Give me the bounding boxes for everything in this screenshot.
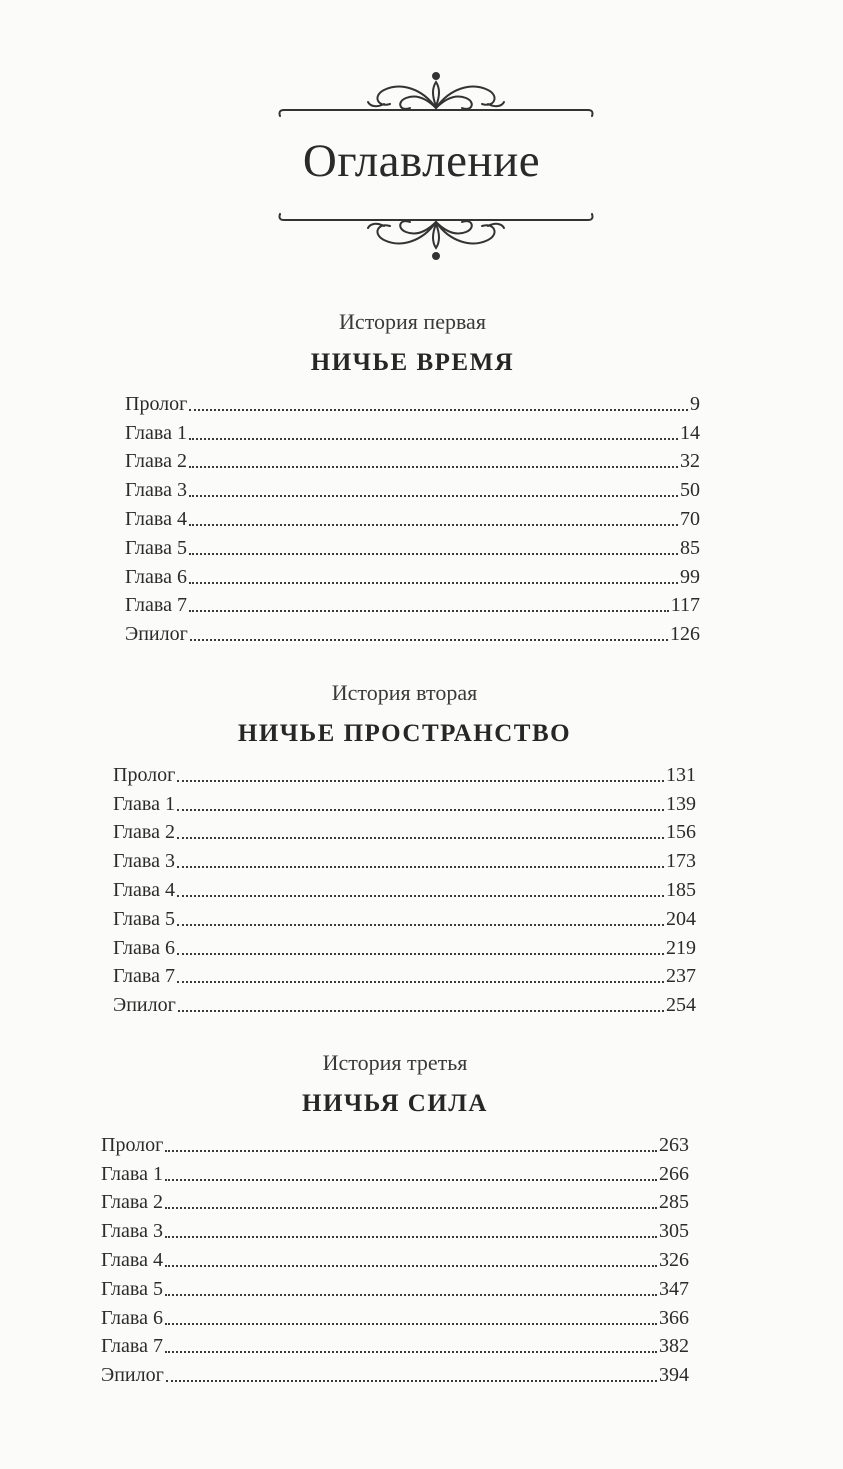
toc-entry-page: 254 bbox=[666, 994, 696, 1017]
toc-list bbox=[125, 387, 700, 646]
toc-entry-label: Глава 4 bbox=[101, 1248, 163, 1271]
toc-entry-page: 366 bbox=[659, 1306, 689, 1329]
toc-entry-page: 305 bbox=[659, 1220, 689, 1243]
dot-leader bbox=[177, 895, 664, 897]
toc-entry-label: Глава 7 bbox=[101, 1335, 163, 1358]
dot-leader bbox=[189, 553, 678, 555]
toc-entry[interactable] bbox=[125, 387, 700, 416]
flourish-ornament-bottom bbox=[276, 196, 596, 286]
story-section bbox=[125, 305, 700, 646]
toc-entry[interactable] bbox=[113, 758, 696, 787]
toc-entry-label: Глава 3 bbox=[125, 479, 187, 502]
toc-entry[interactable] bbox=[101, 1214, 689, 1243]
toc-entry[interactable] bbox=[113, 787, 696, 816]
page-title: Оглавление bbox=[302, 135, 541, 187]
toc-entry[interactable] bbox=[101, 1358, 689, 1387]
dot-leader bbox=[189, 524, 678, 526]
toc-entry-label: Глава 2 bbox=[113, 821, 175, 844]
toc-entry-page: 173 bbox=[666, 850, 696, 873]
toc-entry-label: Пролог bbox=[113, 763, 176, 786]
toc-entry[interactable] bbox=[101, 1157, 689, 1186]
toc-entry[interactable] bbox=[101, 1272, 689, 1301]
dot-leader bbox=[165, 1351, 657, 1353]
dot-leader bbox=[189, 610, 669, 612]
toc-list bbox=[101, 1128, 689, 1387]
dot-leader bbox=[165, 1294, 657, 1296]
dot-leader bbox=[177, 780, 664, 782]
toc-entry-page: 14 bbox=[680, 421, 700, 444]
dot-leader bbox=[166, 1380, 657, 1382]
dot-leader bbox=[177, 981, 664, 983]
toc-entry-label: Глава 7 bbox=[113, 965, 175, 988]
toc-entry-page: 326 bbox=[659, 1248, 689, 1271]
toc-entry-page: 237 bbox=[666, 965, 696, 988]
toc-entry-label: Эпилог bbox=[101, 1364, 164, 1387]
toc-entry-page: 394 bbox=[659, 1364, 689, 1387]
toc-entry-label: Глава 4 bbox=[113, 878, 175, 901]
story-title: НИЧЬЯ СИЛА bbox=[302, 1090, 488, 1117]
toc-entry-label: Глава 5 bbox=[101, 1277, 163, 1300]
toc-list bbox=[113, 758, 696, 1017]
toc-entry[interactable] bbox=[125, 502, 700, 531]
toc-entry-label: Глава 4 bbox=[125, 507, 187, 530]
toc-entry[interactable] bbox=[101, 1186, 689, 1215]
toc-entry-page: 50 bbox=[680, 479, 700, 502]
toc-entry-label: Глава 6 bbox=[101, 1306, 163, 1329]
toc-entry[interactable] bbox=[113, 988, 696, 1017]
dot-leader bbox=[165, 1265, 657, 1267]
dot-leader bbox=[165, 1323, 657, 1325]
toc-entry[interactable] bbox=[125, 589, 700, 618]
toc-entry-page: 139 bbox=[666, 792, 696, 815]
dot-leader bbox=[177, 953, 664, 955]
toc-entry-page: 156 bbox=[666, 821, 696, 844]
toc-entry[interactable] bbox=[113, 844, 696, 873]
toc-entry-label: Глава 6 bbox=[125, 565, 187, 588]
toc-entry[interactable] bbox=[113, 873, 696, 902]
flourish-icon bbox=[276, 196, 596, 286]
toc-entry[interactable] bbox=[125, 560, 700, 589]
toc-entry-page: 32 bbox=[680, 450, 700, 473]
toc-entry-label: Глава 1 bbox=[101, 1162, 163, 1185]
toc-entry[interactable] bbox=[113, 960, 696, 989]
dot-leader bbox=[178, 1010, 664, 1012]
toc-entry[interactable] bbox=[101, 1243, 689, 1272]
toc-entry[interactable] bbox=[101, 1301, 689, 1330]
dot-leader bbox=[165, 1150, 657, 1152]
toc-entry-page: 85 bbox=[680, 536, 700, 559]
toc-entry-label: Пролог bbox=[125, 392, 188, 415]
story-section bbox=[101, 1046, 689, 1387]
dot-leader bbox=[189, 582, 678, 584]
toc-entry-page: 266 bbox=[659, 1162, 689, 1185]
dot-leader bbox=[177, 924, 664, 926]
toc-entry[interactable] bbox=[125, 445, 700, 474]
toc-entry-label: Глава 5 bbox=[125, 536, 187, 559]
toc-entry[interactable] bbox=[113, 931, 696, 960]
toc-entry-page: 70 bbox=[680, 507, 700, 530]
dot-leader bbox=[189, 466, 678, 468]
toc-entry-page: 126 bbox=[670, 623, 700, 646]
toc-entry[interactable] bbox=[113, 816, 696, 845]
toc-entry-page: 263 bbox=[659, 1133, 689, 1156]
dot-leader bbox=[165, 1236, 657, 1238]
toc-entry-page: 382 bbox=[659, 1335, 689, 1358]
story-title: НИЧЬЕ ВРЕМЯ bbox=[310, 349, 515, 376]
dot-leader bbox=[189, 495, 678, 497]
toc-entry-label: Глава 7 bbox=[125, 594, 187, 617]
toc-entry-label: Глава 3 bbox=[101, 1220, 163, 1243]
dot-leader bbox=[177, 866, 664, 868]
toc-entry[interactable] bbox=[113, 902, 696, 931]
toc-entry-label: Глава 5 bbox=[113, 907, 175, 930]
toc-entry-label: Глава 2 bbox=[101, 1191, 163, 1214]
story-section bbox=[113, 676, 696, 1017]
toc-entry-page: 285 bbox=[659, 1191, 689, 1214]
toc-entry[interactable] bbox=[125, 473, 700, 502]
toc-entry-label: Эпилог bbox=[125, 623, 188, 646]
toc-entry[interactable] bbox=[125, 617, 700, 646]
dot-leader bbox=[190, 639, 668, 641]
story-subtitle: История вторая bbox=[331, 680, 478, 705]
toc-entry-label: Глава 6 bbox=[113, 936, 175, 959]
story-subtitle: История первая bbox=[339, 309, 486, 334]
toc-entry-label: Эпилог bbox=[113, 994, 176, 1017]
dot-leader bbox=[165, 1207, 657, 1209]
toc-entry-page: 117 bbox=[670, 594, 700, 617]
dot-leader bbox=[177, 809, 664, 811]
toc-entry-page: 9 bbox=[690, 392, 700, 415]
toc-entry-page: 131 bbox=[666, 763, 696, 786]
toc-entry-page: 204 bbox=[666, 907, 696, 930]
toc-entry-label: Глава 2 bbox=[125, 450, 187, 473]
story-title: НИЧЬЕ ПРОСТРАНСТВО bbox=[237, 720, 572, 747]
dot-leader bbox=[165, 1179, 657, 1181]
toc-entry[interactable] bbox=[125, 531, 700, 560]
toc-entry-label: Пролог bbox=[101, 1133, 164, 1156]
toc-entry-label: Глава 1 bbox=[125, 421, 187, 444]
dot-leader bbox=[177, 837, 664, 839]
toc-entry[interactable] bbox=[101, 1330, 689, 1359]
dot-leader bbox=[189, 438, 678, 440]
toc-entry-page: 219 bbox=[666, 936, 696, 959]
toc-entry-page: 347 bbox=[659, 1277, 689, 1300]
toc-entry[interactable] bbox=[125, 416, 700, 445]
toc-entry-page: 99 bbox=[680, 565, 700, 588]
story-subtitle: История третья bbox=[322, 1050, 468, 1075]
dot-leader bbox=[189, 409, 688, 411]
toc-entry-label: Глава 1 bbox=[113, 792, 175, 815]
toc-entry-page: 185 bbox=[666, 878, 696, 901]
toc-entry[interactable] bbox=[101, 1128, 689, 1157]
toc-entry-label: Глава 3 bbox=[113, 850, 175, 873]
